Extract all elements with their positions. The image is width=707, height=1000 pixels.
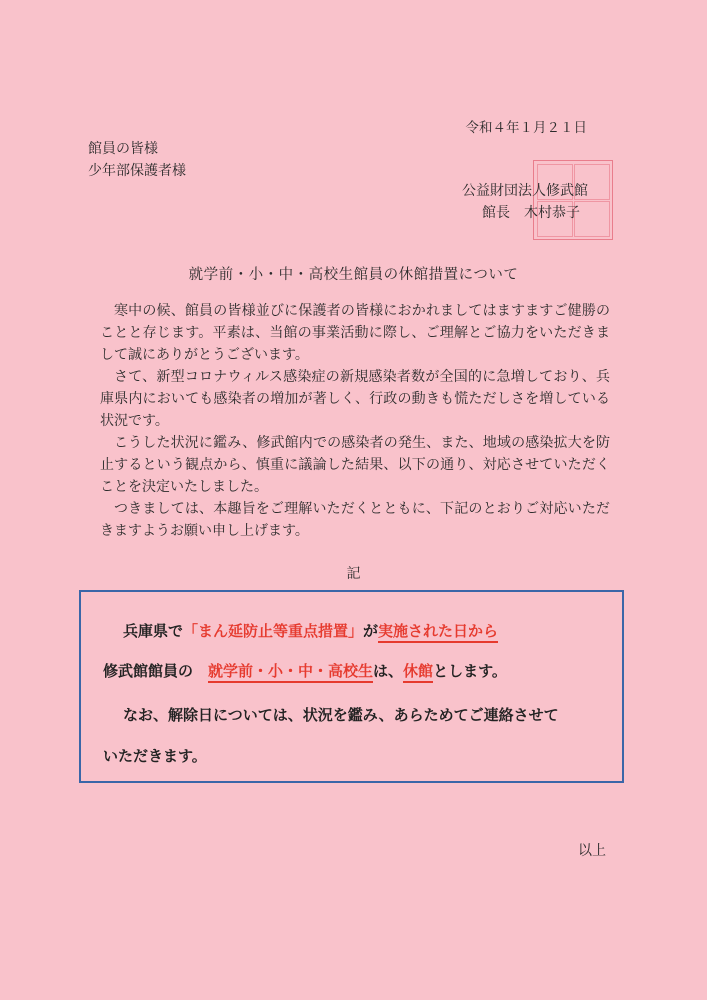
notice-start-date: 実施された日から <box>378 622 498 643</box>
sender-organization: 公益財団法人修武館 <box>462 183 588 199</box>
sender-block <box>462 180 588 224</box>
body-paragraph: こうした状況に鑑み、修武館内での感染者の発生、また、地域の感染拡大を防止するという観点から、慎重に議論した結果、以下の通り、対応させていただくことを決定いたしました。 <box>100 435 610 495</box>
notice-line-1 <box>123 620 498 641</box>
closing-remark: 以上 <box>578 843 606 859</box>
notice-box <box>79 590 624 783</box>
notice-text: 兵庫県で <box>123 622 184 640</box>
notice-line-4: いただきます。 <box>103 747 207 765</box>
notice-text: とします。 <box>433 662 507 680</box>
notice-text: は、 <box>373 662 404 680</box>
document-title: 就学前・小・中・高校生館員の休館措置について <box>188 267 519 283</box>
notice-closure: 休館 <box>403 662 433 683</box>
sender-title: 館長 木村恭子 <box>482 205 580 221</box>
body-paragraph: さて、新型コロナウィルス感染症の新規感染者数が全国的に急増しており、兵庫県内においても感染者の増加が著しく、行政の動きも慌ただしさを増している状況です。 <box>100 369 610 429</box>
recipient-members: 館員の皆様 <box>88 141 158 157</box>
body-paragraph: つきましては、本趣旨をご理解いただくとともに、下記のとおりご対応いただきますようお願い申し上げます。 <box>100 501 610 539</box>
document-date: 令和４年１月２１日 <box>465 120 587 136</box>
ki-heading: 記 <box>346 566 361 582</box>
notice-text: 修武館館員の <box>103 662 209 680</box>
body-paragraph: 寒中の候、館員の皆様並びに保護者の皆様におかれましてはますますご健勝のことと存じます。平素は、当館の事業活動に際し、ご理解とご協力をいただきまして誠にありがとうございます。 <box>100 303 610 363</box>
recipient-guardians: 少年部保護者様 <box>88 163 186 179</box>
document-body <box>100 300 610 542</box>
notice-line-3: なお、解除日については、状況を鑑み、あらためてご連絡させて <box>123 706 559 724</box>
notice-measure-name: 「まん延防止等重点措置」 <box>183 622 364 640</box>
notice-line-2 <box>103 660 507 681</box>
notice-text: が <box>363 622 379 640</box>
recipients <box>88 138 186 182</box>
notice-target-students: 就学前・小・中・高校生 <box>208 662 373 683</box>
